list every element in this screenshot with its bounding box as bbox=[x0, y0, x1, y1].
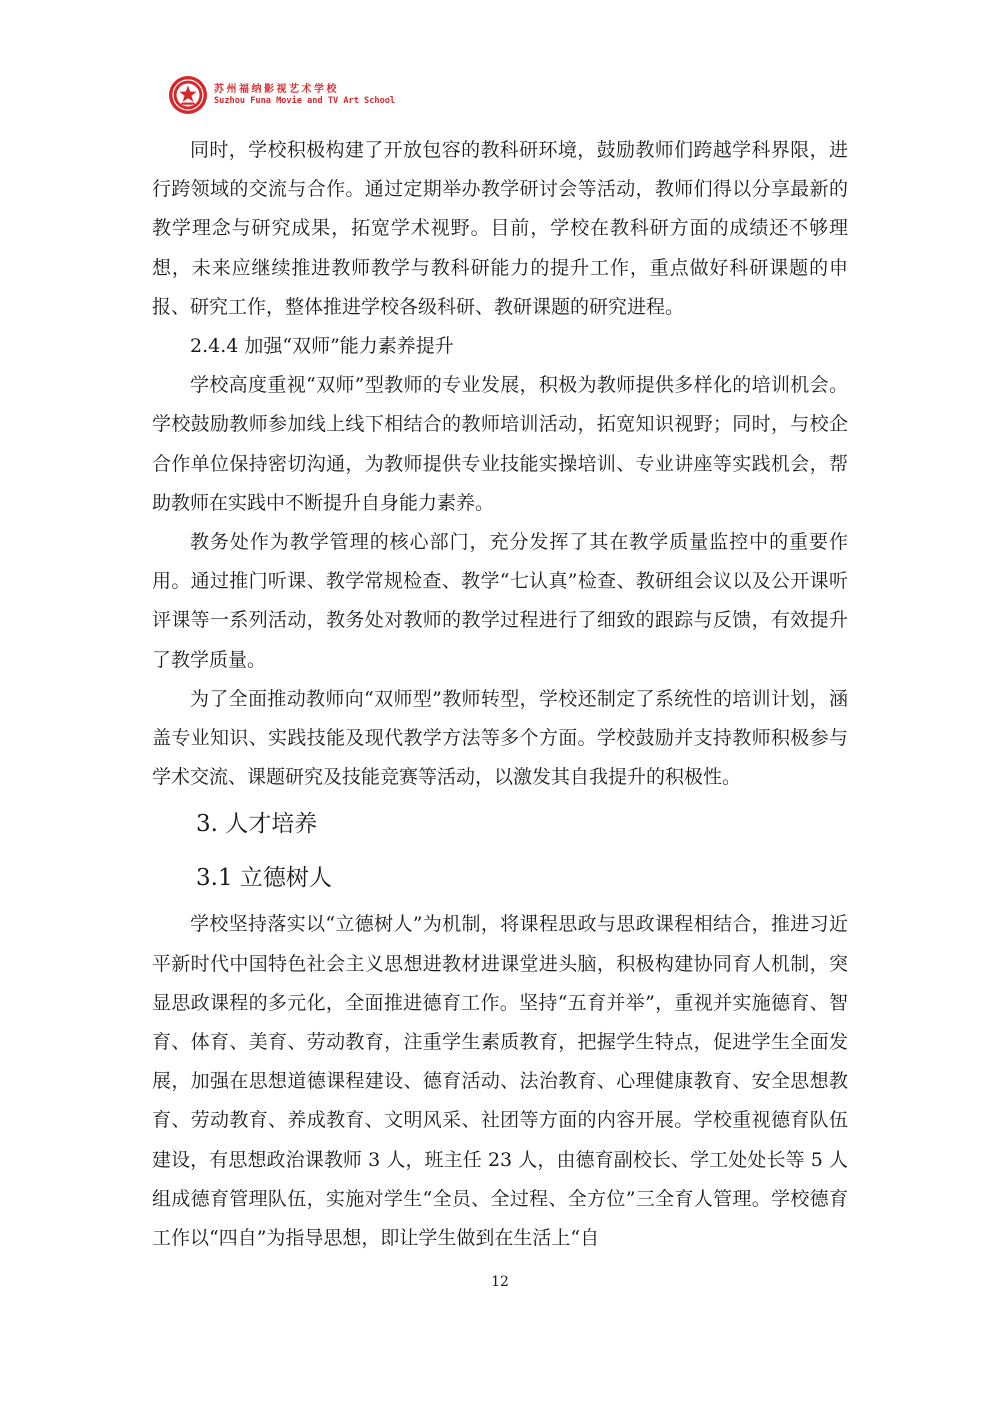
school-name bbox=[214, 83, 395, 107]
paragraph: 教务处作为教学管理的核心部门，充分发挥了其在教学质量监控中的重要作用。通过推门听课、教学常规检查、教学“七认真”检查、教研组会议以及公开课听评课等一系列活动，教务处对教师的教学过程进行了细致的跟踪与反馈，有效提升了教学质量。 bbox=[152, 531, 848, 671]
school-header bbox=[168, 72, 395, 118]
subsection-heading: 2.4.4 加强“双师”能力素养提升 bbox=[190, 335, 454, 358]
paragraph: 学校坚持落实以“立德树人”为机制，将课程思政与思政课程相结合，推进习近平新时代中国特色社会主义思想进教材进课堂进头脑，积极构建协同育人机制，突显思政课程的多元化，全面推进德育工作。坚持“五育并举”，重视并实施德育、智育、体育、美育、劳动教育，注重学生素质教育，把握学生特点，促进学生全面发展，加强在思想道德课程建设、德育活动、法治教育、心理健康教育、安全思想教育、劳动教育、养成教育、文明风采、社团等方面的内容开展。学校重视德育队伍建设，有思想政治课教师 3 人，班主任 23 人，由德育副校长、学工处处长等 5 人组成德育管理队伍，实施对学生“全员、全过程、全方位”三全育人管理。学校德育工作以“四自”为指导思想，即让学生做到在生活上“自 bbox=[152, 913, 848, 1250]
document-body bbox=[152, 131, 848, 1258]
school-name-chinese: 苏州福纳影视艺术学校 bbox=[214, 84, 339, 95]
paragraph: 同时，学校积极构建了开放包容的教科研环境，鼓励教师们跨越学科界限，进行跨领域的交流与合作。通过定期举办教学研讨会等活动，教师们得以分享最新的教学理念与研究成果，拓宽学术视野。目前，学校在教科研方面的成绩还不够理想，未来应继续推进教师教学与教科研能力的提升工作，重点做好科研课题的申报、研究工作，整体推进学校各级科研、教研课题的研究进程。 bbox=[152, 139, 848, 318]
section-heading: 3. 人才培养 bbox=[196, 811, 318, 838]
subsection-heading-large: 3.1 立德树人 bbox=[196, 865, 332, 892]
paragraph: 学校高度重视“双师”型教师的专业发展，积极为教师提供多样化的培训机会。学校鼓励教师参加线上线下相结合的教师培训活动，拓宽知识视野；同时，与校企合作单位保持密切沟通，为教师提供专业技能实操培训、专业讲座等实践机会，帮助教师在实践中不断提升自身能力素养。 bbox=[152, 374, 848, 514]
paragraph: 为了全面推动教师向“双师型”教师转型，学校还制定了系统性的培训计划，涵盖专业知识、实践技能及现代教学方法等多个方面。学校鼓励并支持教师积极参与学术交流、课题研究及技能竞赛等活动，以激发其自我提升的积极性。 bbox=[152, 687, 848, 789]
school-seal-icon bbox=[168, 75, 208, 115]
school-name-english: Suzhou Funa Movie and TV Art School bbox=[214, 96, 396, 106]
page-number: 12 bbox=[491, 1274, 509, 1290]
